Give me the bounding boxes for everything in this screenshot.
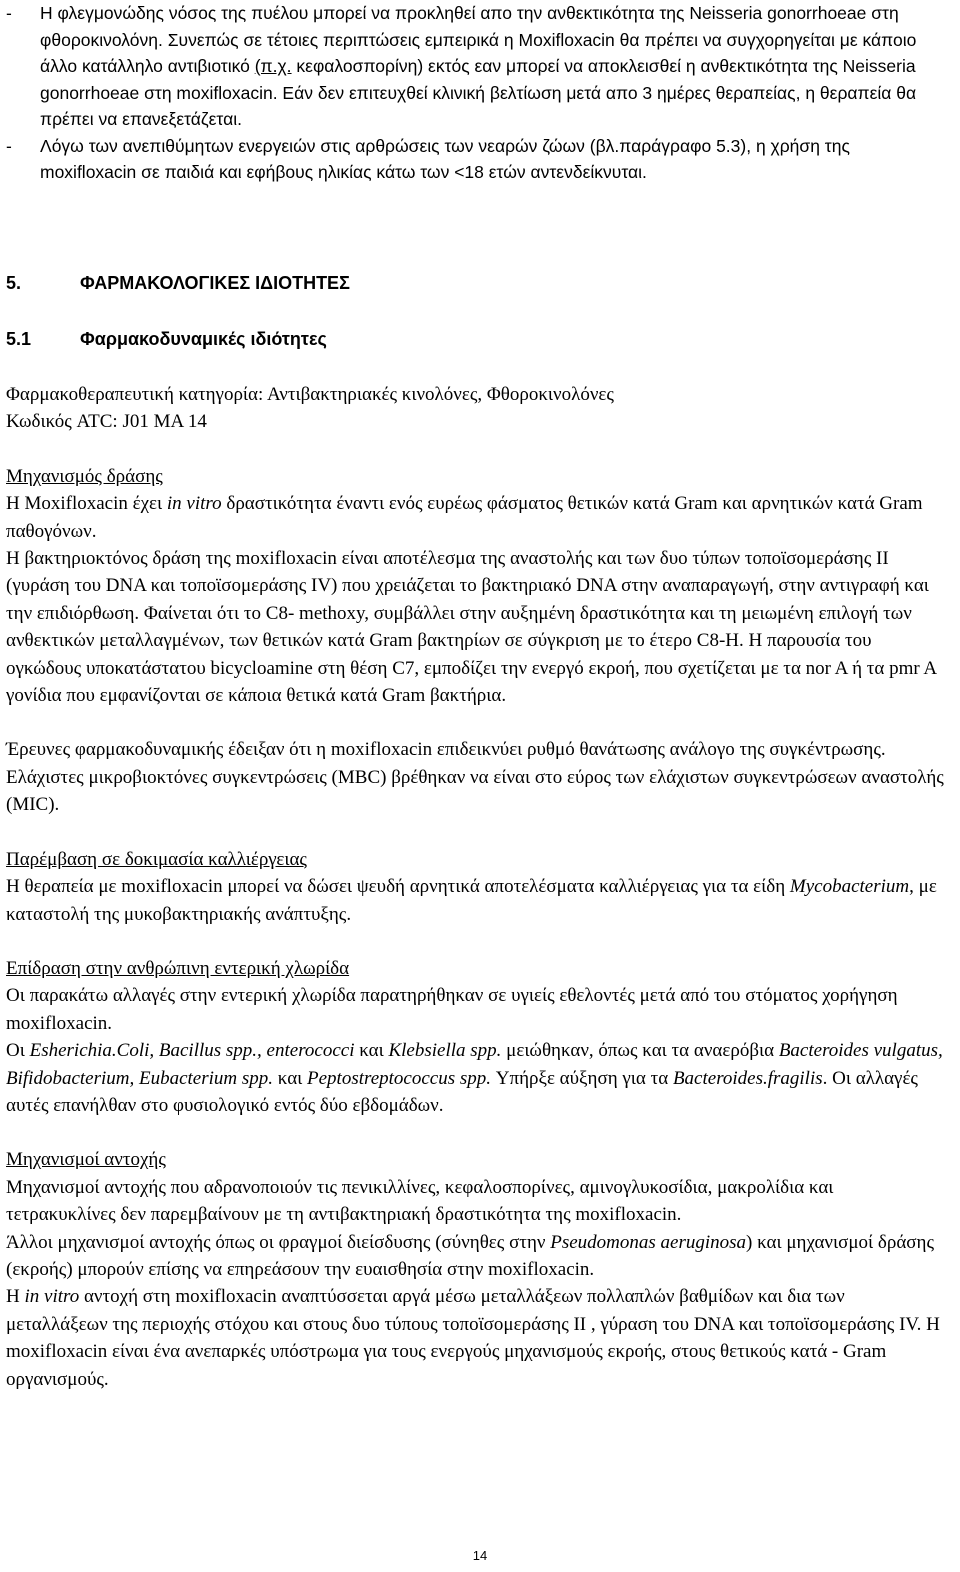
subheading-intestinal-flora: Επίδραση στην ανθρώπινη εντερική χλωρίδα (6, 957, 350, 979)
mechanism-paragraph-3: Έρευνες φαρμακοδυναμικής έδειξαν ότι η moxifloxacin επιδεικνύει ρυθμό θανάτωσης ανάλογο της συγκέντρωσης. Ελάχιστες μικροβιοκτόνες συγκεντρώσεις (MBC) βρέθηκαν να είναι στο εύρος των ελάχιστων συγκεντρώσεων αναστολής (MIC). (6, 739, 944, 816)
bullet-list (0, 0, 950, 186)
section-title: Φαρμακοδυναμικές ιδιότητες (80, 329, 327, 349)
therapeutic-category: Φαρμακοθεραπευτική κατηγορία: Αντιβακτηριακές κινολόνες, Φθοροκινολόνες (6, 384, 614, 405)
bullet-text: Λόγω των ανεπιθύμητων ενεργειών στις αρθρώσεις των νεαρών ζώων (βλ.παράγραφο 5.3), η χρήση της moxifloxacin σε παιδιά και εφήβους ηλικίας κάτω των <18 ετών αντενδείκνυται. (40, 135, 850, 182)
atc-code: Κωδικός ATC: J01 MA 14 (6, 411, 207, 433)
bullet-item-pediatric (0, 133, 950, 186)
section-heading-5 (6, 273, 350, 294)
italic-mycobacterium: Mycobacterium (789, 876, 910, 898)
underlined-abbreviation: (π.χ. (254, 56, 292, 76)
resistance-paragraph-1: Μηχανισμοί αντοχής που αδρανοποιούν τις πενικιλλίνες, κεφαλοσπορίνες, αμινογλυκοσίδια, μακρολίδια και τετρακυκλίνες δεν παρεμβαίνουν με τη αντιβακτηριακή δραστικότητα της moxifloxacin. (6, 1176, 834, 1226)
section-number: 5.1 (6, 329, 32, 349)
bullet-item-gonorrhoeae (0, 0, 950, 133)
pharmacodynamics-body (6, 381, 946, 1393)
bullet-text: Η φλεγμονώδης νόσος της πυέλου μπορεί να προκληθεί απο την ανθεκτικότητα της Neisseria gonorrhoeae στη φθοροκινολόνη. Συνεπώς σε τέτοιες περιπτώσεις εμπειρικά η Moxifloxacin θα πρέπει να συγχορηγείται με κάποιο άλλο κατάλληλο αντιβιοτικό (40, 3, 917, 76)
section-heading-5-1 (6, 329, 327, 350)
subheading-mechanism: Μηχανισμός δράσης (6, 465, 163, 487)
subheading-resistance: Μηχανισμοί αντοχής (6, 1149, 166, 1171)
bullet-text-continued: κεφαλοσπορίνη) εκτός εαν μπορεί να αποκλεισθεί η ανθεκτικότητα της Neisseria gonorrhoeae στη moxifloxacin. Εάν δεν επιτευχθεί κλινική βελτίωση μετά απο 3 ημέρες θεραπείας, η θεραπεία θα πρέπει να επανεξετάζεται. (40, 56, 917, 129)
section-number: 5. (6, 273, 22, 293)
flora-paragraph-1: Οι παρακάτω αλλαγές στην εντερική χλωρίδα παρατηρήθηκαν σε υγιείς εθελοντές μετά από του στόματος χορήγηση moxifloxacin. (6, 985, 898, 1034)
resistance-paragraph-2: Άλλοι μηχανισμοί αντοχής όπως οι φραγμοί διείσδυσης (σύνηθες στην Pseudomonas aeruginosa) και μηχανισμοί δράσης (εκροής) μπορούν επίσης να επηρεάσουν την ευαισθησία στην moxifloxacin. (6, 1231, 935, 1280)
bullet-dash: - (6, 3, 12, 23)
page-number: 14 (472, 1548, 488, 1563)
culture-paragraph: Η θεραπεία με moxifloxacin μπορεί να δώσει ψευδή αρνητικά αποτελέσματα καλλιέργειας για τα είδη Mycobacterium, με καταστολή της μυκοβακτηριακής ανάπτυξης. (6, 876, 937, 925)
italic-in-vitro: in vitro (166, 493, 222, 515)
subheading-culture-interference: Παρέμβαση σε δοκιμασία καλλιέργειας (6, 848, 307, 870)
resistance-paragraph-3: Η in vitro αντοχή στη moxifloxacin αναπτύσσεται αργά μέσω μεταλλάξεων πολλαπλών βαθμίδων και δια των μεταλλάξεων της περιοχής στόχου και στους δυο τύπους τοποϊσομεράσης II , γύραση του DNA και τοποϊσομεράσης IV. Η moxifloxacin είναι ένα ανεπαρκές υπόστρωμα για τους ενεργούς μηχανισμούς εκροής, στους θετικούς κατά - Gram οργανισμούς. (6, 1286, 940, 1390)
italic-pseudomonas: Pseudomonas aeruginosa (550, 1231, 747, 1253)
mechanism-paragraph-2: Η βακτηριοκτόνος δράση της moxifloxacin είναι αποτέλεσμα της αναστολής και των δυο τύπων τοποϊσομεράσης II (γυράση του DNA και τοποϊσομεράσης IV) που χρειάζεται το βακτηριακό DNA στην αναπαραγωγή, στην αντιγραφή και την επιδιόρθωση. Φαίνεται ότι το C8- methoxy, συμβάλλει στην αυξημένη δραστικότητα και τη μειωμένη επιλογή των ανθεκτικών μεταλλαγμένων, των θετικών κατά Gram βακτηρίων σε σύγκριση με το έτερο C8-H. Η παρουσία του ογκώδους υποκατάστατου bicycloamine στη θέση C7, εμποδίζει την ενεργό εκροή, που σχετίζεται με τα nor A ή τα pmr A γονίδια που εμφανίζονται σε κάποια θετικά κατά Gram βακτήρια. (6, 548, 937, 707)
bullet-dash: - (6, 135, 12, 156)
italic-in-vitro: in vitro (24, 1286, 80, 1308)
section-title: ΦΑΡΜΑΚΟΛΟΓΙΚΕΣ ΙΔΙΟΤΗΤΕΣ (80, 273, 350, 293)
flora-paragraph-2: Οι Esherichia.Coli, Bacillus spp., enterococci και Klebsiella spp. μειώθηκαν, όπως και τα αναερόβια Bacteroides vulgatus, Bifidobacterium, Eubacterium spp. και Peptostreptococcus spp. Υπήρξε αύξηση για τα Bacteroides.fragilis. Οι αλλαγές αυτές επανήλθαν στο φυσιολογικό εντός δύο εβδομάδων. (6, 1040, 943, 1116)
mechanism-paragraph-1: Η Moxifloxacin έχει in vitro δραστικότητα έναντι ενός ευρέως φάσματος θετικών κατά Gram και αρνητικών κατά Gram παθογόνων. (6, 493, 923, 542)
